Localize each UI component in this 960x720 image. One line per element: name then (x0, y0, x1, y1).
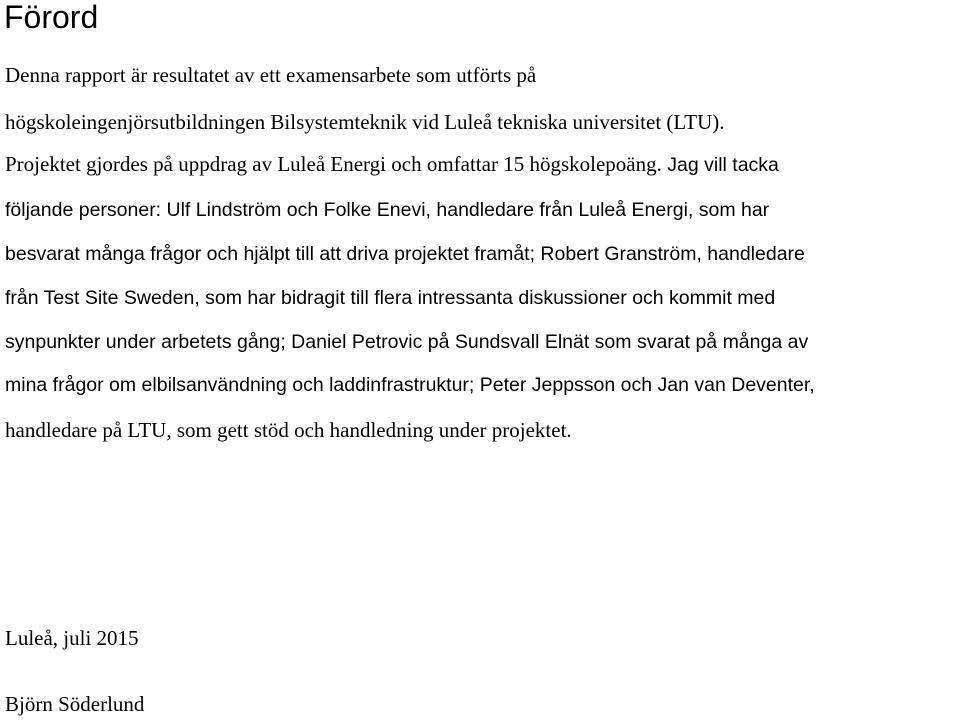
body-line-3-serif: Projektet gjordes på uppdrag av Luleå Energi och omfattar 15 högskolepoäng. (5, 152, 662, 176)
body-line-6: från Test Site Sweden, som har bidragit till flera intressanta diskussioner och kommit med (5, 287, 776, 309)
page-title: Förord (4, 0, 99, 35)
body-line-2: högskoleingenjörsutbildningen Bilsystemteknik vid Luleå tekniska universitet (LTU). (5, 110, 725, 134)
body-line-1: Denna rapport är resultatet av ett examensarbete som utförts på (5, 63, 537, 87)
body-line-3 (5, 150, 779, 179)
body-line-7: synpunkter under arbetets gång; Daniel Petrovic på Sundsvall Elnät som svarat på många av (5, 331, 809, 353)
body-line-5: besvarat många frågor och hjälpt till att driva projektet framåt; Robert Granström, handledare (5, 243, 805, 265)
author-name: Björn Söderlund (5, 692, 145, 716)
body-line-9: handledare på LTU, som gett stöd och handledning under projektet. (5, 418, 572, 442)
body-line-8: mina frågor om elbilsanvändning och laddinfrastruktur; Peter Jeppsson och Jan van Deventer, (5, 374, 815, 396)
body-line-3-sans: Jag vill tacka (661, 154, 779, 176)
body-line-4: följande personer: Ulf Lindström och Folke Enevi, handledare från Luleå Energi, som har (5, 199, 770, 221)
place-date: Luleå, juli 2015 (5, 626, 139, 650)
